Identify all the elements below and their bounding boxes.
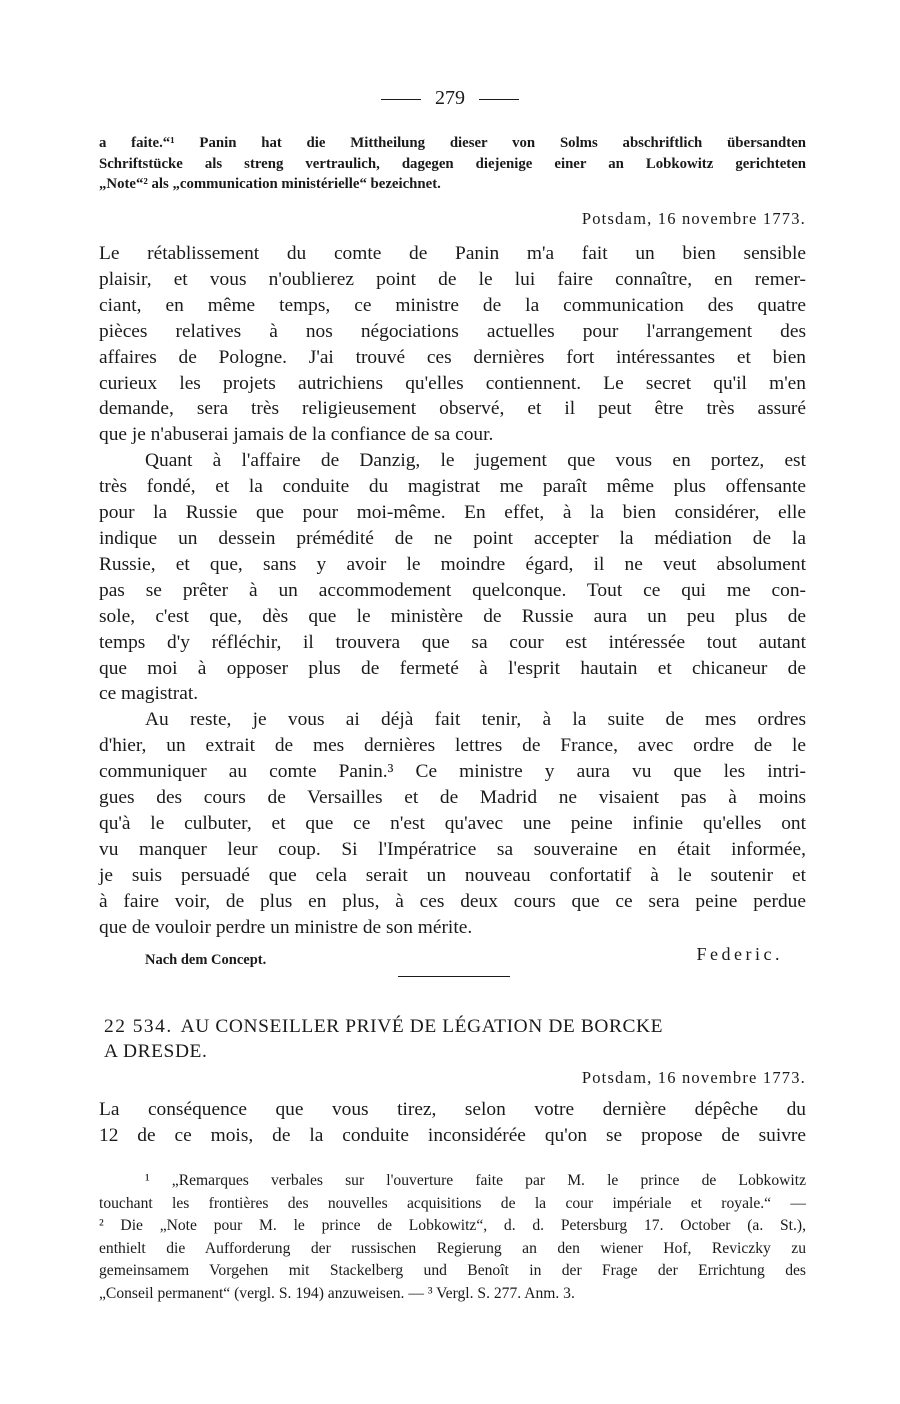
letter1-line: curieux les projets autrichiens qu'elles contiennent. Le secret qu'il m'en [99,372,806,394]
letter1-line: vu manquer leur coup. Si l'Impératrice sa souveraine en était informée, [99,838,806,860]
letter1-line: pour la Russie que pour moi-même. En effet, à la bien considérer, elle [99,502,806,524]
letter1-line: que moi à opposer plus de fermeté à l'esprit hautain et chicaneur de [99,657,806,679]
letter1-line: je suis persuadé que cela serait un nouveau confortatif à le soutenir et [99,864,806,886]
letter-number: 22 534. [104,1016,173,1037]
section-divider [398,976,510,977]
footnote-line: ² Die „Note pour M. le prince de Lobkowitz“, d. d. Petersburg 17. October (a. St.), [99,1217,806,1235]
footnote-line: touchant les frontières des nouvelles acquisitions de la cour impériale et royale.“ — [99,1194,806,1212]
letter1-dateline: Potsdam, 16 novembre 1773. [581,209,806,228]
letter1-line: Quant à l'affaire de Danzig, le jugement que vous en portez, est [145,450,806,472]
footnote-line: enthielt die Aufforderung der russischen Regierung an den wiener Hof, Reviczky zu [99,1239,806,1257]
footnote-line: ¹ „Remarques verbales sur l'ouverture faite par M. le prince de Lobkowitz [145,1172,806,1189]
letter2-body [99,1097,806,1149]
letter1-line: sole, c'est que, dès que le ministère de Russie aura un peu plus de [99,605,806,627]
letter2-line: 12 de ce mois, de la conduite inconsidérée qu'on se propose de suivre [99,1124,806,1146]
page-number-dash-right [479,99,519,100]
letter1-line: très fondé, et la conduite du magistrat me paraît même plus offensante [99,476,806,498]
letter1-source-note: Nach dem Concept. [145,952,267,968]
letter1-line: Russie, et que, sans y avoir le moindre égard, il ne veut absolument [99,553,806,575]
letter2-recipient: AU CONSEILLER PRIVÉ DE LÉGATION DE BORCKE [180,1016,664,1037]
letter1-line: à faire voir, de plus en plus, à ces deux cours que ce sera peine perdue [99,890,806,912]
letter2-line: La conséquence que vous tirez, selon votre dernière dépêche du [99,1099,806,1120]
letter1-line: ciant, en même temps, ce ministre de la communication des quatre [99,294,806,316]
letter1-line: temps d'y réfléchir, il trouvera que sa cour est intéressée tout autant [99,631,806,653]
page-number-value: 279 [435,87,465,109]
letter2-dateline: Potsdam, 16 novembre 1773. [581,1068,806,1087]
footnotes [99,1170,806,1306]
letter1-line: indique un dessein prémédité de ne point accepter la médiation de la [99,527,806,549]
letter1-line: pièces relatives à nos négociations actuelles pour l'arrangement des [99,320,806,342]
page-number-dash-left [381,99,421,100]
intro-line: „Note“² als „communication ministérielle“ bezeichnet. [99,176,441,193]
letter1-line: gues des cours de Versailles et de Madrid ne visaient pas à moins [99,787,806,809]
letter1-line: demande, sera très religieusement observé, et il peut être très assuré [99,398,806,420]
letter1-body [99,241,806,940]
page-number [0,86,900,110]
letter1-signature: Federic. [696,944,783,964]
letter1-line: communiquer au comte Panin.³ Ce ministre y aura vu que les intri- [99,761,806,783]
letter1-line: qu'à le culbuter, et que ce n'est qu'avec une peine infinie qu'elles ont [99,812,806,834]
letter1-line: affaires de Pologne. J'ai trouvé ces dernières fort intéressantes et bien [99,346,806,368]
letter1-line: ce magistrat. [99,683,199,705]
intro-line: Schriftstücke als streng vertraulich, dagegen diejenige einer an Lobkowitz gerichteten [99,155,806,172]
letter1-line: Le rétablissement du comte de Panin m'a fait un bien sensible [99,243,806,264]
letter2-heading-line [104,1014,804,1039]
intro-paragraph [99,133,806,195]
letter1-line: que de vouloir perdre un ministre de son mérite. [99,916,473,938]
letter2-heading-place: A DRESDE. [104,1041,208,1062]
letter1-line: plaisir, et vous n'oublierez point de le lui faire connaître, en remer- [99,268,806,290]
letter1-line: Au reste, je vous ai déjà fait tenir, à la suite de mes ordres [145,709,806,731]
footnote-line: gemeinsamem Vorgehen mit Stackelberg und Benoît in der Frage der Errichtung des [99,1262,806,1280]
intro-line: a faite.“¹ Panin hat die Mittheilung dieser von Solms abschriftlich übersandten [99,135,806,151]
letter1-line: d'hier, un extrait de mes dernières lettres de France, avec ordre de le [99,735,806,757]
footnote-line: „Conseil permanent“ (vergl. S. 194) anzuweisen. — ³ Vergl. S. 277. Anm. 3. [99,1284,575,1302]
letter2-heading [104,1014,804,1064]
letter1-line: pas se prêter à un accommodement quelconque. Tout ce qui me con- [99,579,806,601]
letter1-line: que je n'abuserai jamais de la confiance de sa cour. [99,424,494,446]
